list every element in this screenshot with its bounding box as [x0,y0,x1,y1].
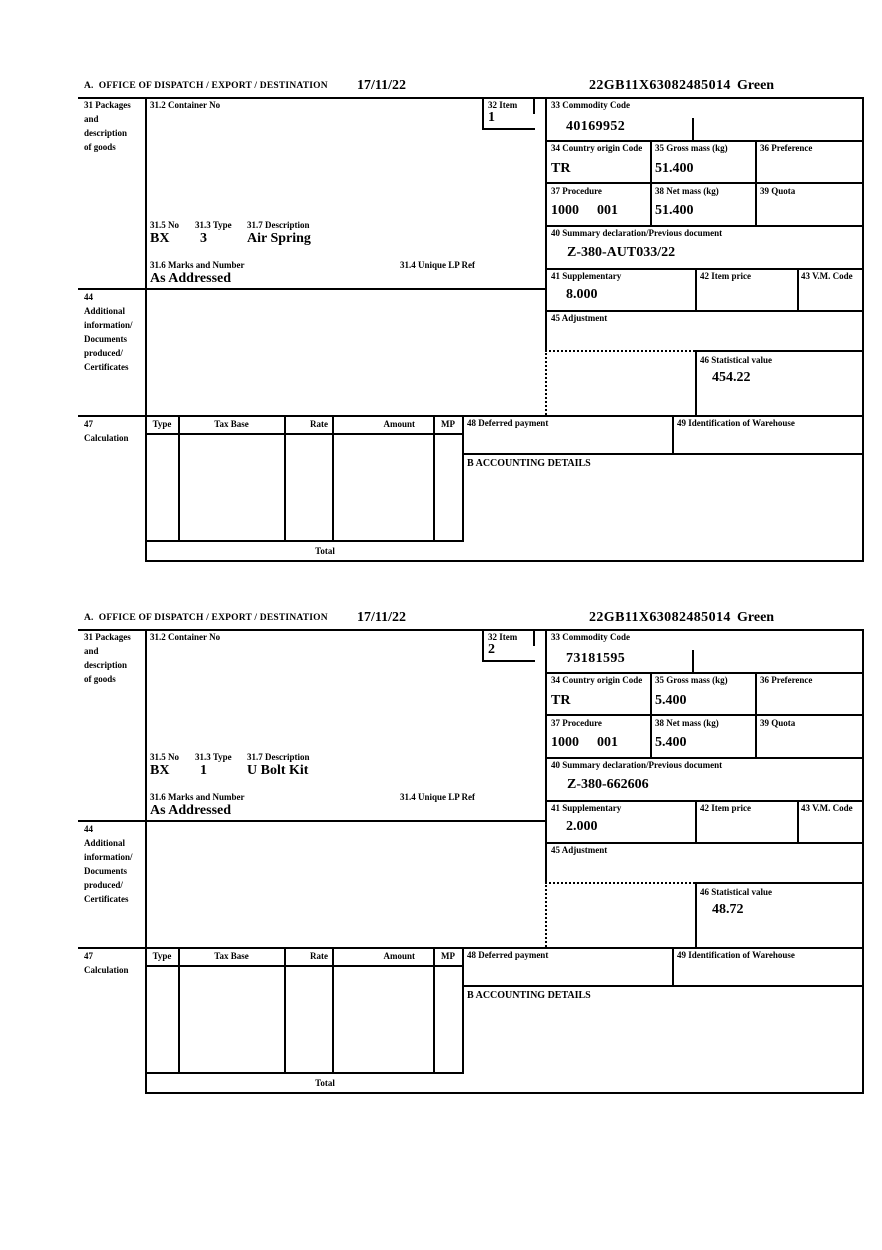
net-mass-label: 38 Net mass (kg) [655,718,719,728]
grid-line [862,629,864,1094]
net-mass-label: 38 Net mass (kg) [655,186,719,196]
grid-line [545,225,862,227]
additional-info-label: 44 Additional information/ Documents produced/ Certificates [84,824,133,904]
sad-form [0,0,882,570]
summary-declaration-label: 40 Summary declaration/Previous document [551,760,723,770]
quota-label: 39 Quota [760,186,796,196]
country-origin-value: TR [551,161,571,176]
adjustment-label: 45 Adjustment [551,313,608,323]
packages-box-label: 31 Packages and description of goods [84,100,131,152]
grid-line [545,714,862,716]
statistical-value-label: 46 Statistical value [700,355,772,365]
grid-line [145,433,464,435]
commodity-code-value: 73181595 [566,651,626,666]
packages-box-label: 31 Packages and description of goods [84,632,131,684]
package-description-label: 31.7 Description [247,752,310,762]
grid-line [145,629,147,1094]
total-label: Total [315,1078,335,1088]
quota-label: 39 Quota [760,718,796,728]
grid-line [145,1072,464,1074]
adjustment-label: 45 Adjustment [551,845,608,855]
country-origin-value: TR [551,693,571,708]
vm-code-label: 43 V.M. Code [801,271,853,281]
package-type-label: 31.3 Type [195,220,232,230]
net-mass-value: 51.400 [655,203,694,218]
net-mass-value: 5.400 [655,735,687,750]
grid-line [462,453,864,455]
grid-line [533,629,535,646]
grid-line [545,140,862,142]
grid-line [78,820,545,822]
calc-header-tax-base: Tax Base [214,419,249,429]
calc-header-rate: Rate [310,951,328,961]
calculation-label: 47 Calculation [84,951,129,975]
warehouse-label: 49 Identification of Warehouse [677,418,795,428]
warehouse-label: 49 Identification of Warehouse [677,950,795,960]
container-no-label: 31.2 Container No [150,632,221,642]
grid-line [545,629,547,882]
grid-line [545,268,862,270]
office-of-dispatch-label: A. OFFICE OF DISPATCH / EXPORT / DESTINATION [84,613,328,623]
lp-ref-label: 31.4 Unique LP Ref [400,260,476,270]
grid-line [545,310,862,312]
statistical-value: 454.22 [712,370,751,385]
gross-mass-value: 51.400 [655,161,694,176]
grid-line [545,182,862,184]
calc-header-mp: MP [441,419,455,429]
procedure-value-1: 1000 [551,735,579,750]
package-type-value: 3 [200,231,207,246]
package-type-value: 1 [200,763,207,778]
grid-line [545,757,862,759]
package-no-value: BX [150,763,170,778]
grid-line [862,97,864,562]
statistical-value-label: 46 Statistical value [700,887,772,897]
procedure-label: 37 Procedure [551,718,602,728]
sad-form [0,532,882,1102]
total-label: Total [315,546,335,556]
commodity-code-divider [692,650,694,672]
grid-line [545,97,547,350]
additional-info-label: 44 Additional information/ Documents produced/ Certificates [84,292,133,372]
marks-label: 31.6 Marks and Number [150,792,245,802]
supplementary-label: 41 Supplementary [551,271,622,281]
grid-line [482,660,535,662]
grid-line [545,800,862,802]
calc-header-tax-base: Tax Base [214,951,249,961]
grid-line [695,268,697,310]
package-no-label: 31.5 No [150,752,179,762]
deferred-payment-label: 48 Deferred payment [467,950,549,960]
calc-header-amount: Amount [383,419,415,429]
declaration-reference: 22GB11X63082485014 [589,610,731,625]
summary-declaration-value: Z-380-662606 [567,777,649,792]
dispatch-date: 17/11/22 [357,78,407,93]
procedure-label: 37 Procedure [551,186,602,196]
dispatch-date: 17/11/22 [357,610,407,625]
item-price-label: 42 Item price [700,803,751,813]
grid-line [695,882,697,947]
commodity-code-label: 33 Commodity Code [551,100,630,110]
package-description-value: U Bolt Kit [247,763,309,778]
package-no-value: BX [150,231,170,246]
supplementary-value: 2.000 [566,819,598,834]
office-of-dispatch-label: A. OFFICE OF DISPATCH / EXPORT / DESTINATION [84,81,328,91]
vm-code-label: 43 V.M. Code [801,803,853,813]
grid-line [545,672,862,674]
deferred-payment-label: 48 Deferred payment [467,418,549,428]
marks-value: As Addressed [150,271,232,286]
preference-label: 36 Preference [760,143,813,153]
summary-declaration-value: Z-380-AUT033/22 [567,245,676,260]
grid-line [145,965,464,967]
supplementary-label: 41 Supplementary [551,803,622,813]
procedure-value-1: 1000 [551,203,579,218]
grid-line [672,947,674,985]
commodity-code-value: 40169952 [566,119,626,134]
grid-line [797,268,799,310]
grid-line [533,97,535,114]
accounting-details-label: B ACCOUNTING DETAILS [467,458,591,469]
grid-line [78,415,864,417]
item-price-label: 42 Item price [700,271,751,281]
grid-line [482,97,484,128]
grid-line [695,882,862,884]
grid-line [695,800,697,842]
calc-header-rate: Rate [310,419,328,429]
commodity-code-label: 33 Commodity Code [551,632,630,642]
dotted-line [545,350,695,352]
accounting-details-label: B ACCOUNTING DETAILS [467,990,591,1001]
calc-header-mp: MP [441,951,455,961]
grid-line [78,947,864,949]
grid-line [545,842,862,844]
country-origin-label: 34 Country origin Code [551,143,643,153]
marks-label: 31.6 Marks and Number [150,260,245,270]
routing-status: Green [737,78,775,93]
grid-line [78,288,545,290]
grid-line [695,350,862,352]
package-description-value: Air Spring [247,231,311,246]
grid-line [695,350,697,415]
package-no-label: 31.5 No [150,220,179,230]
dotted-line [545,882,547,947]
package-type-label: 31.3 Type [195,752,232,762]
grid-line [462,985,864,987]
gross-mass-label: 35 Gross mass (kg) [655,675,728,685]
gross-mass-label: 35 Gross mass (kg) [655,143,728,153]
dotted-line [545,882,695,884]
calc-header-type: Type [152,951,172,961]
gross-mass-value: 5.400 [655,693,687,708]
grid-line [78,629,864,631]
procedure-value-2: 001 [597,735,618,750]
grid-line [145,97,147,562]
preference-label: 36 Preference [760,675,813,685]
declaration-reference: 22GB11X63082485014 [589,78,731,93]
calc-header-type: Type [152,419,172,429]
statistical-value: 48.72 [712,902,744,917]
grid-line [672,415,674,453]
summary-declaration-label: 40 Summary declaration/Previous document [551,228,723,238]
calc-header-amount: Amount [383,951,415,961]
dotted-line [545,350,547,415]
procedure-value-2: 001 [597,203,618,218]
grid-line [78,97,864,99]
package-description-label: 31.7 Description [247,220,310,230]
item-number: 1 [488,110,495,125]
lp-ref-label: 31.4 Unique LP Ref [400,792,476,802]
grid-line [482,128,535,130]
routing-status: Green [737,610,775,625]
grid-line [145,1092,864,1094]
item-label: 32 Item [488,632,518,642]
container-no-label: 31.2 Container No [150,100,221,110]
calculation-label: 47 Calculation [84,419,129,443]
item-number: 2 [488,642,495,657]
country-origin-label: 34 Country origin Code [551,675,643,685]
marks-value: As Addressed [150,803,232,818]
grid-line [797,800,799,842]
item-label: 32 Item [488,100,518,110]
commodity-code-divider [692,118,694,140]
grid-line [482,629,484,660]
supplementary-value: 8.000 [566,287,598,302]
